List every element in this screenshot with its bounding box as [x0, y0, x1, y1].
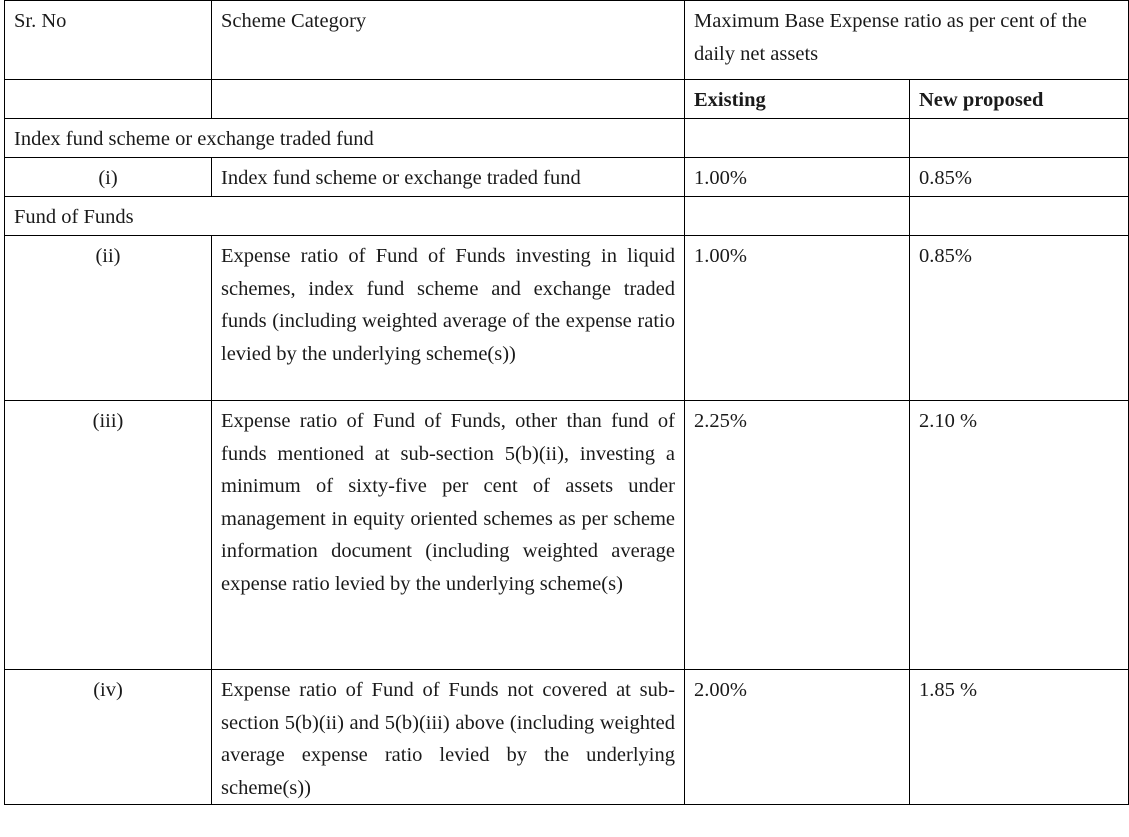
- table-row: [5, 401, 1129, 670]
- header-max-expense: Maximum Base Expense ratio as per cent of the daily net assets: [685, 1, 1129, 80]
- section-row-index-fund: [5, 119, 1129, 158]
- table-row: [5, 158, 1129, 197]
- header-row: [5, 1, 1129, 80]
- section-title: Fund of Funds: [5, 197, 685, 236]
- header-sr-no: Sr. No: [5, 1, 212, 80]
- subheader-row: [5, 80, 1129, 119]
- row-existing: 1.00%: [685, 158, 910, 197]
- row-sr-no: (iv): [5, 670, 212, 805]
- expense-ratio-table: [4, 0, 1129, 805]
- header-existing: Existing: [685, 80, 910, 119]
- section-empty-proposed: [910, 197, 1129, 236]
- row-proposed: 2.10 %: [910, 401, 1129, 670]
- row-existing: 1.00%: [685, 236, 910, 401]
- row-category: Expense ratio of Fund of Funds investing in liquid schemes, index fund scheme and exchange traded funds (including weighted average of the expense ratio levied by the underlying scheme(s)): [212, 236, 685, 401]
- header-new-proposed: New proposed: [910, 80, 1129, 119]
- row-sr-no: (iii): [5, 401, 212, 670]
- table-row: [5, 670, 1129, 805]
- row-proposed: 0.85%: [910, 158, 1129, 197]
- table-row: [5, 236, 1129, 401]
- row-category: Index fund scheme or exchange traded fund: [212, 158, 685, 197]
- section-empty-proposed: [910, 119, 1129, 158]
- subheader-empty-2: [212, 80, 685, 119]
- section-empty-existing: [685, 119, 910, 158]
- row-proposed: 0.85%: [910, 236, 1129, 401]
- section-empty-existing: [685, 197, 910, 236]
- section-row-fund-of-funds: [5, 197, 1129, 236]
- header-scheme-category: Scheme Category: [212, 1, 685, 80]
- row-existing: 2.25%: [685, 401, 910, 670]
- subheader-empty-1: [5, 80, 212, 119]
- row-sr-no: (ii): [5, 236, 212, 401]
- row-category: Expense ratio of Fund of Funds not covered at sub-section 5(b)(ii) and 5(b)(iii) above (including weighted average expense ratio levied by the underlying scheme(s)): [212, 670, 685, 805]
- row-existing: 2.00%: [685, 670, 910, 805]
- row-category: Expense ratio of Fund of Funds, other than fund of funds mentioned at sub-section 5(b)(ii), investing a minimum of sixty-five per cent of assets under management in equity oriented schemes as per scheme information document (including weighted average expense ratio levied by the underlying scheme(s): [212, 401, 685, 670]
- row-sr-no: (i): [5, 158, 212, 197]
- section-title: Index fund scheme or exchange traded fund: [5, 119, 685, 158]
- row-proposed: 1.85 %: [910, 670, 1129, 805]
